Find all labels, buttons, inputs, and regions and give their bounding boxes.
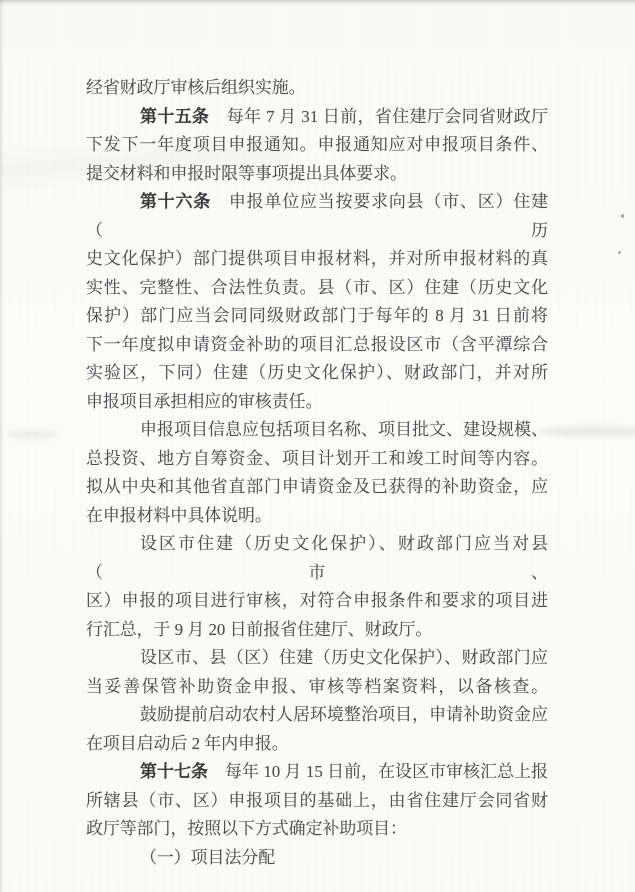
line-text: 设区市住建（历史文化保护）、财政部门应当对县（市、 [86,534,548,582]
text-line [86,473,548,502]
text-line [86,530,548,587]
line-text: 区）申报的项目进行审核，对符合申报条件和要求的项目进 [86,591,548,610]
text-line [86,445,548,474]
text-line [86,274,548,303]
text-line [86,188,548,245]
line-text: （一）项目法分配 [140,847,276,867]
line-text: 设区市、县（区）住建（历史文化保护）、财政部门应 [140,648,548,667]
line-text: 每年 7 月 31 日前，省住建厅会同省财政厅 [209,106,548,126]
scan-speck [618,251,621,254]
text-line [86,844,548,873]
line-text: 下发下一年度项目申报通知。申报通知应对申报项目条件、 [86,135,548,154]
text-line [86,388,548,417]
text-line [86,502,548,531]
line-text: 申报项目信息应包括项目名称、项目批文、建设规模、 [140,420,548,439]
text-line [86,758,548,787]
scan-smudge-left [6,430,58,438]
line-text: 下一年度拟申请资金补助的项目汇总报设区市（含平潭综合 [86,334,548,354]
text-line [86,160,548,189]
line-text: 鼓励提前启动农村人居环境整治项目，申请补助资金应 [140,705,548,724]
article-number: 第十六条 [140,192,212,211]
text-line [86,673,548,702]
text-line [86,359,548,388]
text-line [86,331,548,360]
text-line [86,815,548,844]
line-text: 申报单位应当按要求向县（市、区）住建（历 [86,192,549,240]
text-line [86,616,548,645]
scan-smudge-right [538,427,635,436]
text-line [86,587,548,616]
line-text: 每年 10 月 15 日前，在设区市审核汇总上报 [208,762,548,781]
scan-left-edge-artifact [0,0,4,892]
line-text: 行汇总，于 9 月 20 日前报省住建厅、财政厅。 [86,619,433,639]
line-text: 实验区，下同）住建（历史文化保护）、财政部门，并对所 [86,363,548,382]
scan-top-edge-artifact [0,0,635,7]
line-text: 所辖县（市、区）申报项目的基础上，由省住建厅会同省财 [86,790,548,810]
text-line [86,103,548,132]
line-text: 经省财政厅审核后组织实施。 [86,78,306,97]
text-line [86,730,548,759]
text-line [86,416,548,445]
line-text: 在申报材料中具体说明。 [86,505,272,525]
line-text: 提交材料和申报时限等事项提出具体要求。 [86,163,407,183]
article-number: 第十七条 [140,762,208,781]
line-text: 总投资、地方自筹资金、项目计划开工和竣工时间等内容。 [86,448,548,468]
text-line [86,302,548,331]
text-line [86,644,548,673]
line-text: 政厅等部门，按照以下方式确定补助项目： [86,819,407,838]
line-text: 实性、完整性、合法性负责。县（市、区）住建（历史文化 [86,277,548,297]
text-line [86,131,548,160]
scan-speck [621,214,624,218]
document-body [86,74,548,872]
text-line [86,245,548,274]
line-text: 拟从中央和其他省直部门申请资金及已获得的补助资金，应 [86,477,548,496]
text-line [86,701,548,730]
line-text: 史文化保护）部门提供项目申报材料，并对所申报材料的真 [86,249,548,268]
line-text: 保护）部门应当会同同级财政部门于每年的 8 月 31 日前将 [86,306,548,325]
text-line [86,74,548,103]
article-number: 第十五条 [140,106,210,126]
line-text: 在项目启动后 2 年内申报。 [86,733,289,753]
line-text: 当妥善保管补助资金申报、审核等档案资料，以备核查。 [86,676,548,696]
text-line [86,787,548,816]
line-text: 申报项目承担相应的审核责任。 [86,391,323,411]
